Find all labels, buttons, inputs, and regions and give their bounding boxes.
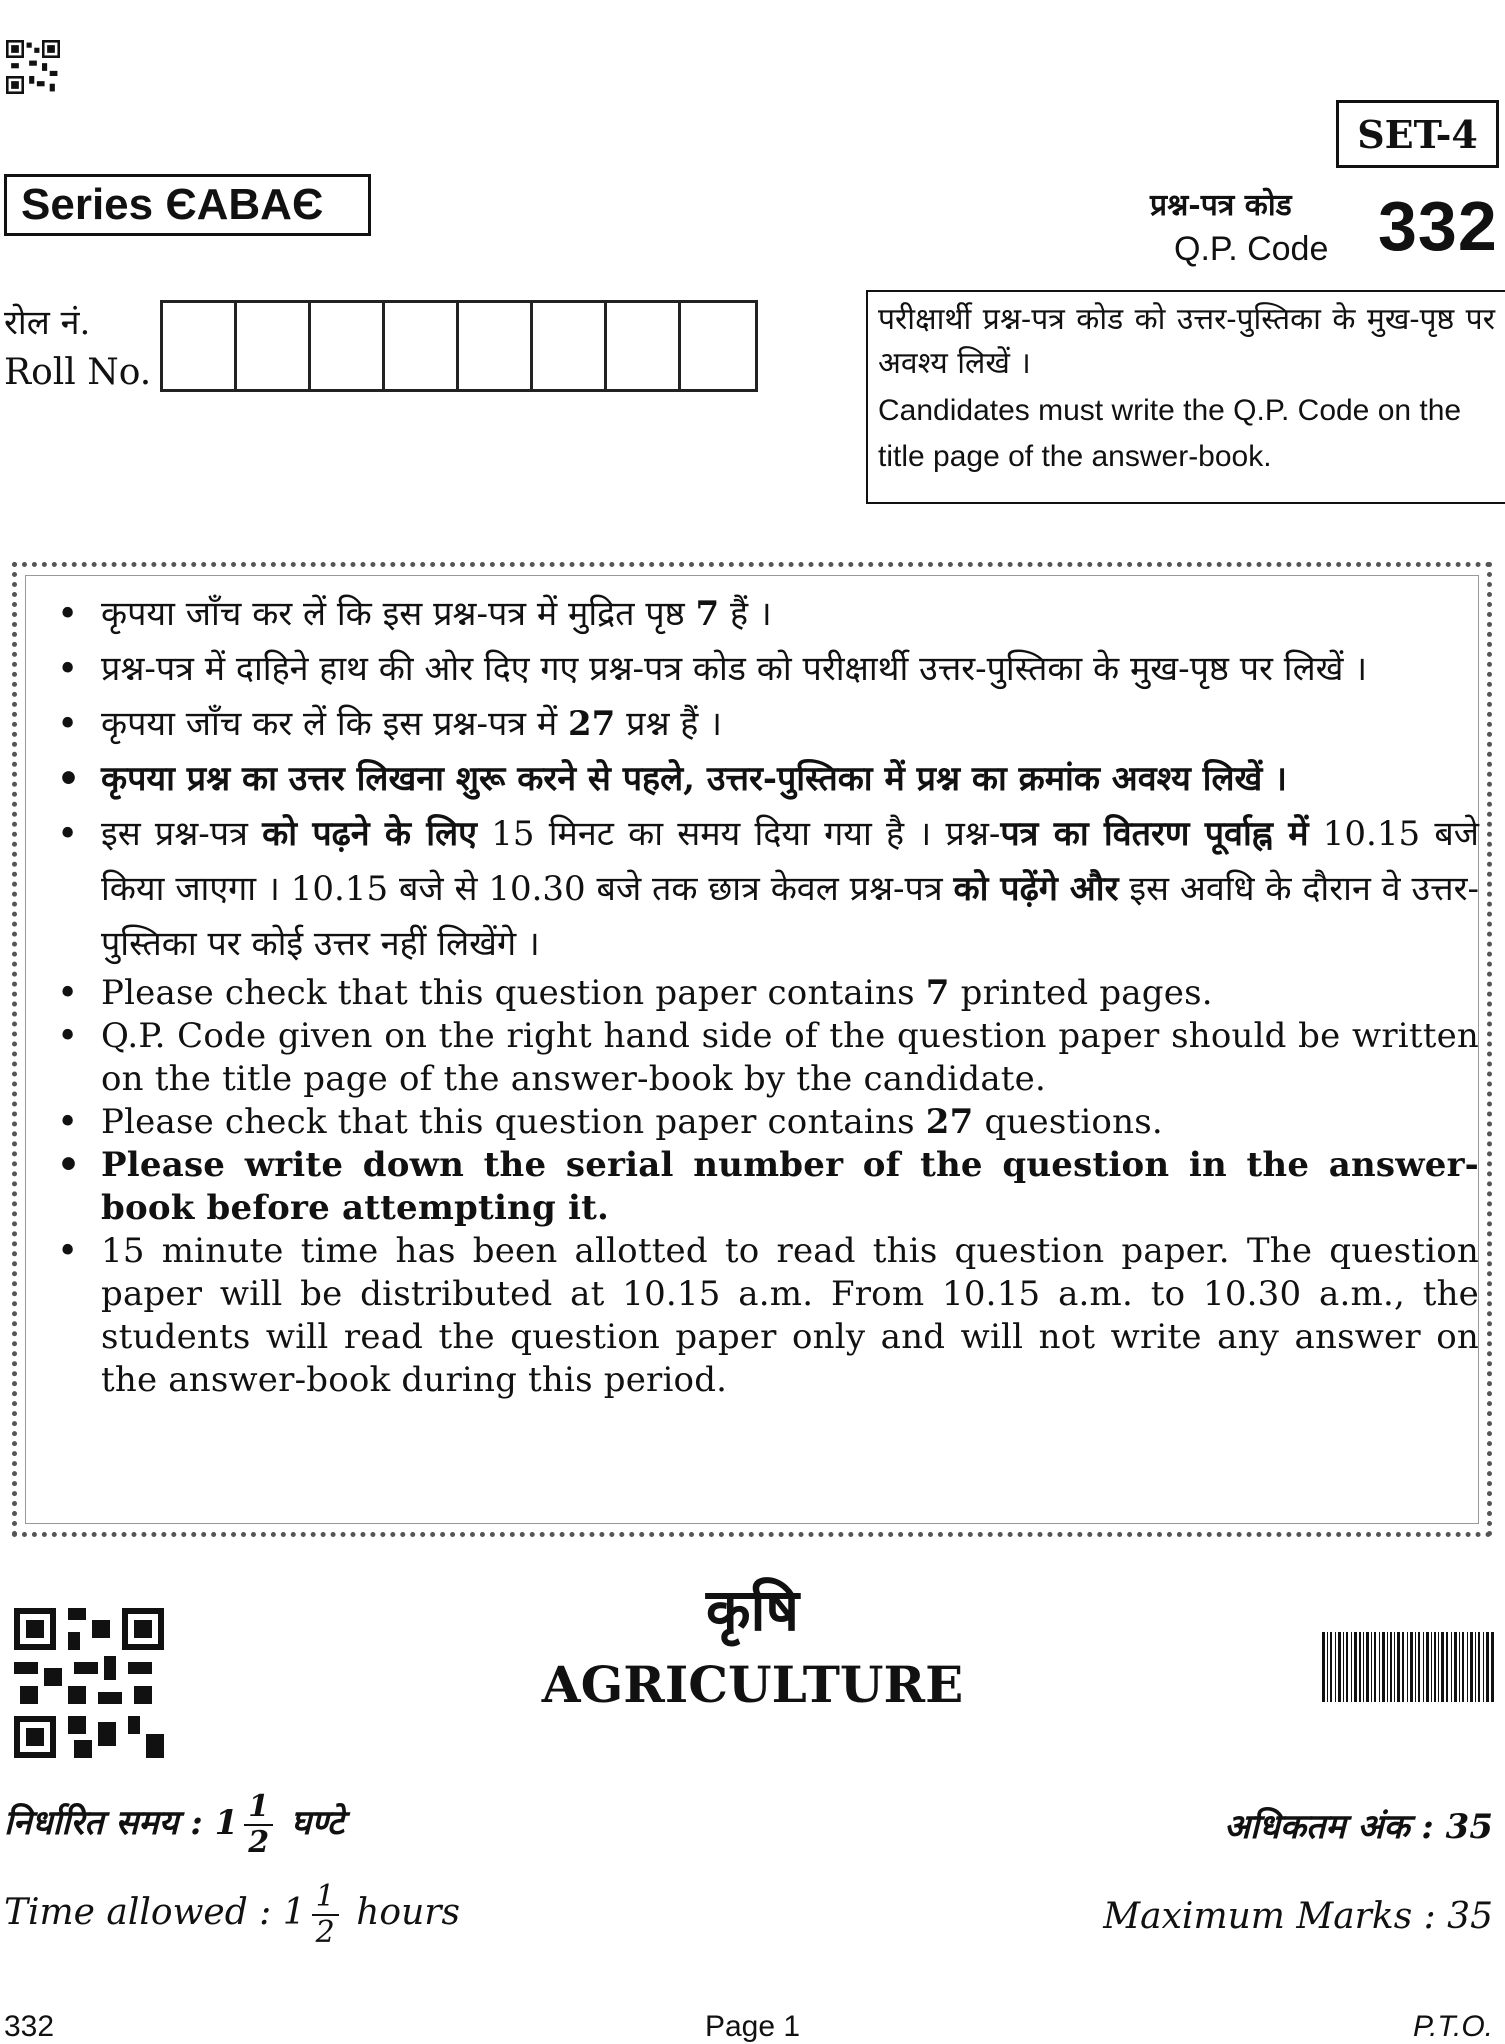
fraction-half: $\frac{1}{2}$ [312,1880,339,1950]
roll-label-hi: रोल नं. [4,303,91,343]
roll-digit-box[interactable] [459,303,533,389]
time-allowed-hi: निर्धारित समय : 1 $\frac{1}{2}$ घण्टे [4,1789,344,1860]
instruction-en-5: • 15 minute time has been allotted to read this question paper. The question paper will be distributed at 10.15 a.m. From 10.15 a.m. to 10.30 a.m., the students will read the question paper only and will not write any answer on the answer-book during this period. [39,1230,1479,1402]
instructions-box [12,562,1492,1537]
roll-number-boxes[interactable] [160,300,758,392]
instruction-en-1: • Please check that this question paper contains 7 printed pages. [39,972,1479,1015]
footer-pto: P.T.O. [1412,2010,1493,2043]
roll-digit-box[interactable] [681,303,755,389]
roll-digit-box[interactable] [237,303,311,389]
instruction-hi-4: • कृपया प्रश्न का उत्तर लिखना शुरू करने से पहले, उत्तर-पुस्तिका में प्रश्न का क्रमांक अवश्य लिखें । [39,752,1479,807]
instruction-en-2: • Q.P. Code given on the right hand side of the question paper should be written on the title page of the answer-book by the candidate. [39,1015,1479,1101]
time-allowed-en: Time allowed : 1 $\frac{1}{2}$ hours [4,1879,460,1950]
qp-code-label-hi: प्रश्न-पत्र कोड [1150,188,1292,223]
roll-digit-box[interactable] [607,303,681,389]
subject-title-en: AGRICULTURE [541,1655,964,1714]
roll-digit-box[interactable] [163,303,237,389]
footer-code: 332 [4,2010,55,2043]
roll-digit-box[interactable] [533,303,607,389]
max-marks-en: Maximum Marks : 35 [1103,1896,1493,1937]
instructions-list [39,587,1479,1402]
instruction-hi-2: • प्रश्न-पत्र में दाहिने हाथ की ओर दिए गए प्रश्न-पत्र कोड को परीक्षार्थी उत्तर-पुस्तिका के मुख-पृष्ठ पर लिखें । [39,642,1479,697]
candidate-note-hi: परीक्षार्थी प्रश्न-पत्र कोड को उत्तर-पुस्तिका के मुख-पृष्ठ पर अवश्य लिखें । [878,302,1495,381]
instruction-en-3: • Please check that this question paper contains 27 questions. [39,1101,1479,1144]
roll-digit-box[interactable] [311,303,385,389]
barcode-icon [1322,1632,1494,1702]
candidate-note-box [866,290,1505,504]
set-label: SET-4 [1336,100,1499,168]
qp-code-number: 332 [1378,187,1498,265]
roll-digit-box[interactable] [385,303,459,389]
instruction-hi-3: • कृपया जाँच कर लें कि इस प्रश्न-पत्र में 27 प्रश्न हैं । [39,697,1479,752]
candidate-note-en: Candidates must write the Q.P. Code on the title page of the answer-book. [878,394,1462,473]
max-marks-hi: अधिकतम अंक : 35 [1224,1807,1493,1847]
qr-code-small-icon [6,40,60,94]
fraction-half: $\frac{1}{2}$ [244,1790,273,1860]
qp-code-label-en: Q.P. Code [1174,230,1329,268]
subject-title-hi: कृषि [705,1576,800,1644]
roll-label-en: Roll No. [4,352,152,393]
instruction-hi-5: • इस प्रश्न-पत्र को पढ़ने के लिए 15 मिनट का समय दिया गया है । प्रश्न-पत्र का वितरण पूर्वाह्न में 10.15 बजे किया जाएगा । 10.15 बजे से 10.30 बजे तक छात्र केवल प्रश्न-पत्र को पढ़ेंगे और इस अवधि के दौरान वे उत्तर-पुस्तिका पर कोई उत्तर नहीं लिखेंगे । [39,807,1479,972]
footer-page: Page 1 [704,2010,801,2043]
instruction-hi-1: • कृपया जाँच कर लें कि इस प्रश्न-पत्र में मुद्रित पृष्ठ 7 हैं । [39,587,1479,642]
series-label: Series ЄABAЄ [4,174,371,236]
instruction-en-4: • Please write down the serial number of the question in the answer-book before attempting it. [39,1144,1479,1230]
